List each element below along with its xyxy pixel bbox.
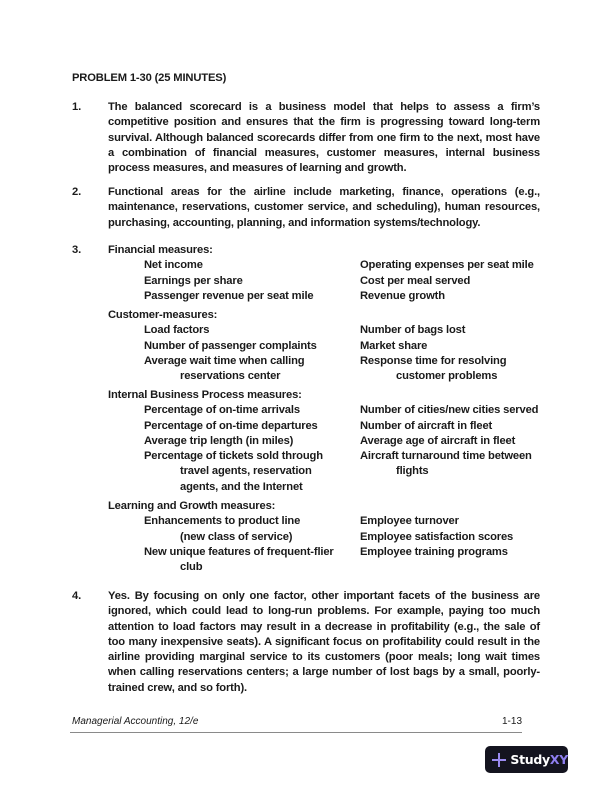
measure-right: Number of bags lost xyxy=(360,324,466,337)
section-heading: Customer-measures: xyxy=(108,309,218,321)
item-text: Functional areas for the airline include marketing, finance, operations (e.g., maintenance, reservations, customer service, and scheduling), human resources, purchasing, accounting, planning, and information systems/technology. xyxy=(108,186,540,229)
item-text: Yes. By focusing on only one factor, other important facets of the business are ignored, which could lead to long-run problems. For example, paying too much attention to load factors may result in a decrease in profitability (e.g., the sale of too many inexpensive seats). A significant focus on profitability could result in the airline providing marginal service to its customers (poor meals; long wait times when calling reservations centers; a large number of lost bags by a small, poorly-trained crew, and so forth). xyxy=(108,590,540,694)
measure-row xyxy=(108,369,548,384)
book-title: Managerial Accounting, 12/e xyxy=(72,716,199,727)
item-number: 3. xyxy=(72,244,82,256)
measure-row xyxy=(108,274,548,289)
measure-right: Operating expenses per seat mile xyxy=(360,259,534,272)
learning-growth-measures-section xyxy=(108,499,548,575)
internal-process-measures-section xyxy=(108,388,548,495)
measure-left: Percentage of on-time departures xyxy=(144,419,318,432)
measure-left: New unique features of frequent-flier xyxy=(144,545,334,558)
measure-row xyxy=(108,530,548,545)
measure-row xyxy=(108,339,548,354)
measure-right: Market share xyxy=(360,339,428,352)
measure-left: agents, and the Internet xyxy=(180,480,303,493)
brand-logo-text xyxy=(510,752,568,767)
measure-left: Percentage of tickets sold through xyxy=(144,450,323,463)
measure-left: Percentage of on-time arrivals xyxy=(144,404,300,417)
answer-item-1 xyxy=(72,100,540,176)
item-number: 4. xyxy=(72,590,82,602)
measure-left: club xyxy=(180,561,203,574)
measure-row xyxy=(108,403,548,418)
brand-main: Study xyxy=(510,752,550,767)
measure-right: flights xyxy=(396,465,429,478)
measure-left: Average trip length (in miles) xyxy=(144,434,294,447)
section-heading: Financial measures: xyxy=(108,244,213,256)
measure-left: travel agents, reservation xyxy=(180,465,312,478)
measure-right: Employee training programs xyxy=(360,545,508,558)
measure-row xyxy=(108,289,548,304)
plus-icon xyxy=(492,753,504,767)
section-heading: Internal Business Process measures: xyxy=(108,389,302,401)
answer-item-2 xyxy=(72,185,540,231)
measure-left: Average wait time when calling xyxy=(144,354,305,367)
measure-row xyxy=(108,419,548,434)
measure-row xyxy=(108,560,548,575)
measure-row xyxy=(108,323,548,338)
measure-left: Earnings per share xyxy=(144,274,243,287)
measure-right: Average age of aircraft in fleet xyxy=(360,434,516,447)
measure-row xyxy=(108,545,548,560)
measure-row xyxy=(108,434,548,449)
measure-right: Aircraft turnaround time between xyxy=(360,450,532,463)
answer-item-4 xyxy=(72,589,540,696)
measure-left: (new class of service) xyxy=(180,530,293,543)
measure-left: Number of passenger complaints xyxy=(144,339,317,352)
item-number: 2. xyxy=(72,186,82,198)
problem-title: PROBLEM 1-30 (25 MINUTES) xyxy=(72,72,227,84)
customer-measures-section xyxy=(108,308,548,384)
measure-left: Net income xyxy=(144,259,203,272)
measure-right: customer problems xyxy=(396,370,498,383)
item-number: 1. xyxy=(72,101,82,113)
measure-right: Cost per meal served xyxy=(360,274,471,287)
measure-right: Number of cities/new cities served xyxy=(360,404,539,417)
page-number: 1-13 xyxy=(501,716,522,727)
measure-row xyxy=(108,514,548,529)
measure-right: Employee satisfaction scores xyxy=(360,530,514,543)
measure-row xyxy=(108,480,548,495)
measure-right: Response time for resolving xyxy=(360,354,507,367)
studyxy-badge[interactable] xyxy=(485,746,568,773)
page-footer xyxy=(70,714,522,733)
measure-row xyxy=(108,464,548,479)
item-text: The balanced scorecard is a business model that helps to assess a firm’s competitive position and ensures that the firm is progressing toward long-term survival. Although balanced scorecards differ from one firm to the next, most have a combination of financial measures, customer measures, internal business process measures, and measures of learning and growth. xyxy=(108,101,540,175)
measure-row xyxy=(108,449,548,464)
section-heading: Learning and Growth measures: xyxy=(108,500,276,512)
measure-left: reservations center xyxy=(180,370,281,383)
measure-right: Revenue growth xyxy=(360,289,445,302)
measure-row xyxy=(108,354,548,369)
measure-left: Enhancements to product line xyxy=(144,515,301,528)
measure-row xyxy=(108,258,548,273)
measure-right: Number of aircraft in fleet xyxy=(360,419,493,432)
measure-right: Employee turnover xyxy=(360,515,459,528)
financial-measures-section xyxy=(108,243,548,304)
brand-accent: XY xyxy=(549,752,568,767)
measure-left: Load factors xyxy=(144,324,210,337)
measure-left: Passenger revenue per seat mile xyxy=(144,289,314,302)
